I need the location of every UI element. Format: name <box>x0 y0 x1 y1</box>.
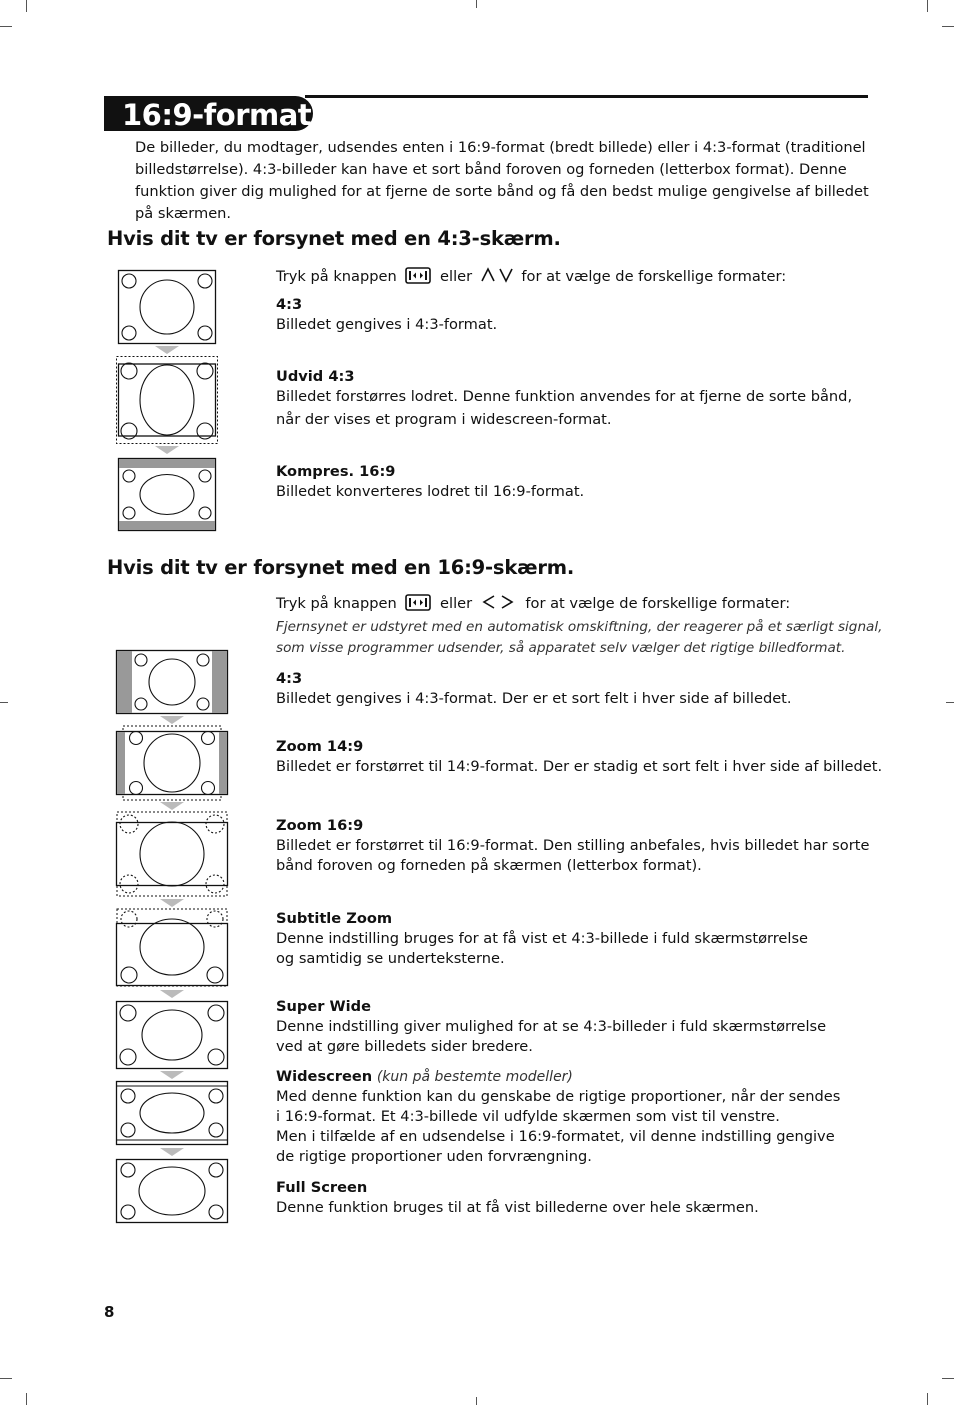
crop-mark <box>476 1397 477 1405</box>
down-arrow-icon <box>160 899 184 908</box>
down-arrow-icon <box>160 716 184 725</box>
instruction-text: Tryk på knappen <box>276 268 397 285</box>
format-name: Zoom 14:9 <box>276 738 364 755</box>
format-name: 4:3 <box>276 296 303 313</box>
format-item <box>276 737 882 777</box>
format-description: Billedet er forstørret til 16:9-format. Den stilling anbefales, hvis billedet har sorte <box>276 837 870 854</box>
section-heading-43: Hvis dit tv er forsynet med en 4:3-skærm. <box>107 227 561 250</box>
format-note: (kun på bestemte modeller) <box>376 1069 573 1085</box>
format-item <box>276 367 852 430</box>
down-arrow-icon <box>155 346 179 355</box>
format-description: når der vises et program i widescreen-format. <box>276 411 612 428</box>
format-name: Kompres. 16:9 <box>276 463 396 480</box>
format-4-3-icon <box>117 269 217 345</box>
instruction-text: eller <box>440 268 473 285</box>
format-subtitle-zoom-icon <box>115 908 229 988</box>
format-description: Denne indstilling bruges for at få vist et 4:3-billede i fuld skærmstørrelse <box>276 930 809 947</box>
crop-mark <box>26 0 27 12</box>
instruction-169 <box>276 594 790 614</box>
instruction-text: Tryk på knappen <box>276 595 397 612</box>
format-name: Super Wide <box>276 998 371 1015</box>
format-description: i 16:9-format. Et 4:3-billede vil udfylde skærmen som vist til venstre. <box>276 1108 780 1125</box>
format-name: Widescreen <box>276 1068 373 1085</box>
crop-mark <box>0 702 8 703</box>
format-name: Full Screen <box>276 1179 368 1196</box>
instruction-text: for at vælge de forskellige formater: <box>521 268 787 285</box>
down-arrow-icon <box>160 802 184 811</box>
format-name: Udvid 4:3 <box>276 368 355 385</box>
format-description: Men i tilfælde af en udsendelse i 16:9-formatet, vil denne indstilling gengive <box>276 1128 835 1145</box>
crop-mark <box>927 0 928 12</box>
format-item <box>276 1067 840 1167</box>
instruction-text: eller <box>440 595 473 612</box>
crop-mark <box>946 702 954 703</box>
crop-mark <box>476 0 477 8</box>
format-description: de rigtige proportioner uden forvrængning. <box>276 1148 592 1165</box>
down-arrow-icon <box>160 990 184 999</box>
format-item <box>276 909 808 969</box>
format-button-icon <box>405 267 431 284</box>
crop-mark <box>26 1393 27 1405</box>
up-down-arrows-icon <box>480 267 514 283</box>
format-name: Zoom 16:9 <box>276 817 364 834</box>
format-description: Billedet forstørres lodret. Denne funktion anvendes for at fjerne de sorte bånd, <box>276 388 853 405</box>
format-169-4-3-icon <box>115 649 229 715</box>
crop-mark <box>0 1378 12 1379</box>
format-name: 4:3 <box>276 670 303 687</box>
format-super-wide-icon <box>115 1000 229 1070</box>
left-right-arrows-icon <box>480 594 518 610</box>
page-number: 8 <box>104 1303 115 1321</box>
down-arrow-icon <box>160 1071 184 1080</box>
crop-mark <box>942 1378 954 1379</box>
format-item <box>276 462 584 502</box>
page-title: 16:9-format <box>122 98 312 132</box>
page-title-banner <box>104 96 313 131</box>
format-item <box>276 816 869 876</box>
note-line: Fjernsynet er udstyret med en automatisk omskiftning, der reagerer på et særligt signal, <box>276 619 883 635</box>
instruction-text: for at vælge de forskellige formater: <box>525 595 791 612</box>
format-udvid-4-3-icon <box>115 355 219 445</box>
format-description: og samtidig se underteksterne. <box>276 950 505 967</box>
format-description: Billedet er forstørret til 14:9-format. Der er stadig et sort felt i hver side af billedet. <box>276 758 883 775</box>
down-arrow-icon <box>155 446 179 455</box>
crop-mark <box>927 1393 928 1405</box>
title-rule <box>305 95 868 98</box>
format-description: Billedet gengives i 4:3-format. Der er et sort felt i hver side af billedet. <box>276 690 792 707</box>
auto-switch-note <box>276 617 882 658</box>
crop-mark <box>942 26 954 27</box>
format-description: ved at gøre billedets sider bredere. <box>276 1038 533 1055</box>
format-description: Med denne funktion kan du genskabe de rigtige proportioner, når der sendes <box>276 1088 841 1105</box>
format-zoom-14-9-icon <box>115 725 229 801</box>
format-item <box>276 997 826 1057</box>
intro-paragraph: De billeder, du modtager, udsendes enten i 16:9-format (bredt billede) eller i 4:3-format (traditionel billedstørrelse). 4:3-billeder kan have et sort bånd foroven og forneden (letterbox format). Denne funktion giver dig mulighed for at fjerne de sorte bånd og få den bedst mulige gengivelse af billedet på skærmen. <box>135 139 869 222</box>
format-description: Denne indstilling giver mulighed for at se 4:3-billeder i fuld skærmstørrelse <box>276 1018 827 1035</box>
format-item <box>276 295 497 335</box>
format-description: Billedet gengives i 4:3-format. <box>276 316 498 333</box>
format-name: Subtitle Zoom <box>276 910 393 927</box>
format-item <box>276 1178 759 1218</box>
crop-mark <box>0 26 12 27</box>
section-heading-169: Hvis dit tv er forsynet med en 16:9-skærm. <box>107 556 575 579</box>
format-widescreen-icon <box>115 1080 229 1146</box>
instruction-43 <box>276 267 786 287</box>
down-arrow-icon <box>160 1148 184 1157</box>
format-item <box>276 669 792 709</box>
format-description: Billedet konverteres lodret til 16:9-format. <box>276 483 585 500</box>
format-description: Denne funktion bruges til at få vist billederne over hele skærmen. <box>276 1199 759 1216</box>
format-kompres-16-9-icon <box>117 457 217 532</box>
format-full-screen-icon <box>115 1158 229 1224</box>
format-description: bånd foroven og forneden på skærmen (letterbox format). <box>276 857 702 874</box>
note-line: som visse programmer udsender, så apparatet selv vælger det rigtige billedformat. <box>276 640 846 656</box>
format-button-icon <box>405 594 431 611</box>
format-zoom-16-9-icon <box>115 811 229 897</box>
